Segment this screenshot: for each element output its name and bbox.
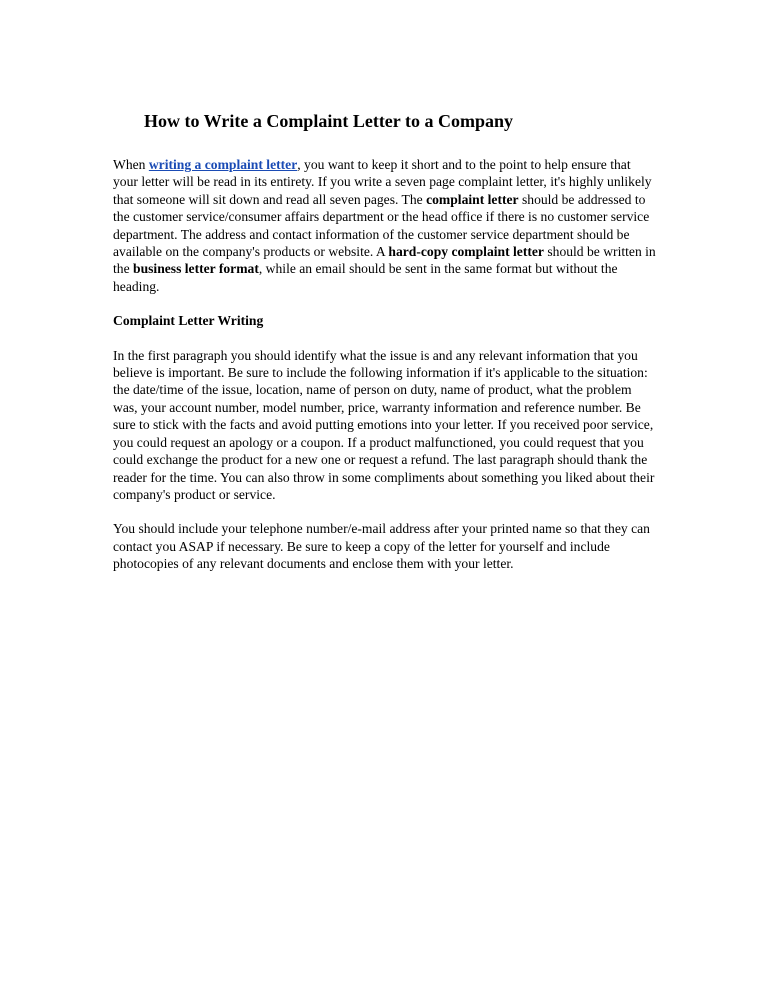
bold-business-letter-format: business letter format xyxy=(133,261,259,277)
intro-text-1: When xyxy=(113,157,149,172)
bold-complaint-letter: complaint letter xyxy=(426,191,519,207)
closing-paragraph: You should include your telephone number/e-mail address after your printed name so that they can contact you ASAP if necessary. Be sure to keep a copy of the letter for yourself and include photocopies of any relevant documents and enclose them with your letter. xyxy=(113,521,650,572)
intro-text-4: should be written in the xyxy=(113,244,656,277)
document-title: How to Write a Complaint Letter to a Company xyxy=(144,111,513,131)
intro-text-3: should be addressed to the customer service/consumer affairs department or the head office if there is no customer service department. The address and contact information of the customer service department should be available on the company's products or website. A xyxy=(113,191,650,260)
writing-paragraph: In the first paragraph you should identify what the issue is and any relevant information that you believe is important. Be sure to include the following information if it's applicable to the situation: the date/time of the issue, location, name of person on duty, name of product, what the problem was, your account number, model number, price, warranty information and reference number. Be sure to stick with the facts and avoid putting emotions into your letter. If you received poor service, you could request an apology or a coupon. If a product malfunctioned, you could request that you could exchange the product for a new one or request a refund. The last paragraph should thank the reader for the time. You can also throw in some compliments about something you liked about their company's product or service. xyxy=(113,347,655,502)
intro-text-2: , you want to keep it short and to the point to help ensure that your letter will be read in its entirety. If you write a seven page complaint letter, it's highly unlikely that someone will sit down and read all seven pages. The xyxy=(113,157,652,207)
complaint-letter-link[interactable]: writing a complaint letter xyxy=(148,157,298,172)
intro-text-5: , while an email should be sent in the same format but without the heading. xyxy=(113,261,618,294)
intro-paragraph xyxy=(113,156,658,295)
section-subheading: Complaint Letter Writing xyxy=(113,313,264,329)
bold-hard-copy-letter: hard-copy complaint letter xyxy=(388,244,544,260)
document-page xyxy=(113,108,658,573)
